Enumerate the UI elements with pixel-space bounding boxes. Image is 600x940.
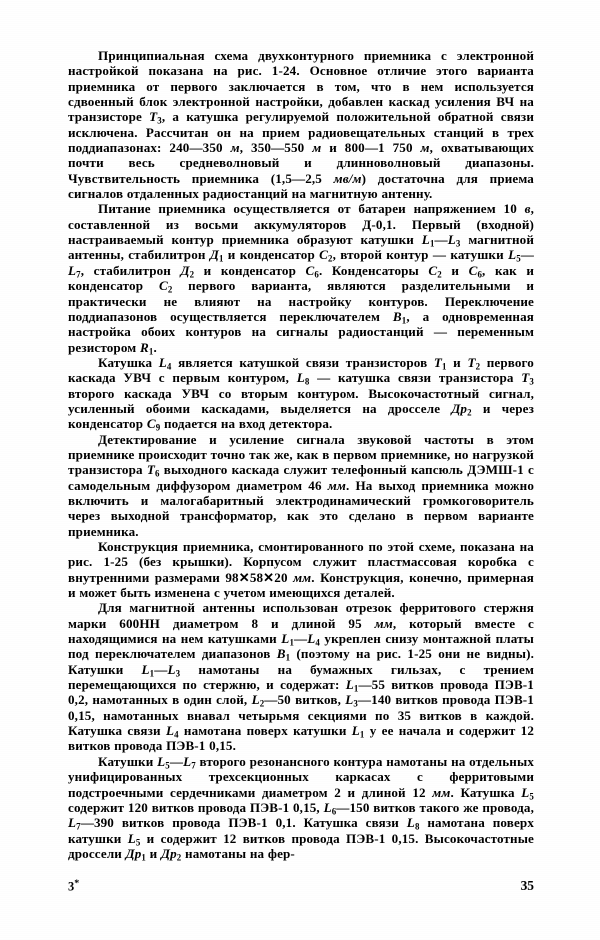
paragraph: Конструкция приемника, смонтированного по этой схеме, показана на рис. 1-25 (без крышки). Корпусом служит пластмассовая коробка с внутренними размерами 98✕58✕20 мм. Конструкция, конечно, примерная и может быть изменена с учетом имеющихся деталей. [68, 539, 534, 601]
paragraph: Катушки $L_5—L_7$ второго резонансного контура намотаны на отдельных унифицированных трехсекционных каркасах с ферритовыми подстроечными сердечниками диаметром 2 и длиной 12 мм. Катушка $L_5$ содержит 120 витков провода ПЭВ-1 0,15, $L_6—150$ витков такого же провода, $L_7—390$ витков провода ПЭВ-1 0,1. Катушка связи $L_8$ намотана поверх катушки $L_5$ и содержит 12 витков провода ПЭВ-1 0,15. Высокочастотные дроссели $Др_1$ и $Др_2$ намотаны на фер- [68, 753, 535, 863]
page-footer [68, 878, 534, 894]
paragraph: Детектирование и усиление сигнала звуковой частоты в этом приемнике происходит точно так же, как в первом приемнике, но нагрузкой транзистора $Т_6$ выходного каскада служит телефонный капсюль ДЭМШ-1 с самодельным диффузором диаметром 46 мм. На выход приемника можно включить и малогабаритный электродинамический громкоговоритель через выходной трансформатор, как это сделано в первом варианте приемника. [68, 431, 534, 539]
page-number: 35 [520, 878, 534, 894]
paragraph: Катушка $L_4$ является катушкой связи транзисторов $Т_1$ и $Т_2$ первого каскада УВЧ с первым контуром, $L_8$ — катушка связи транзистора $Т_3$ второго каскада УВЧ со вторым контуром. Высокочастотный сигнал, усиленный обоими каскадами, выделяется на дросселе $Др_2$ и через конденсатор $C_9$ подается на вход детектора. [68, 354, 534, 433]
paragraph: Для магнитной антенны использован отрезок ферритового стержня марки 600НН диаметром 8 и длиной 95 мм, который вместе с находящимися на нем катушками $L_1—L_4$ укреплен снизу монтажной платы под переключателем диапазонов $В_1$ (поэтому на рис. 1-25 они не видны). Катушки $L_1—L_3$ намотаны на бумажных гильзах, с трением перемещающихся по стержню, и содержат: $L_1—55$ витков провода ПЭВ-1 0,2, намотанных в один слой, $L_2—50$ витков, $L_3—140$ витков провода ПЭВ-1 0,15, намотанных внавал четырьмя секциями по 35 витков в каждой. Катушка связи $L_4$ намотана поверх катушки $L_1$ у ее начала и содержит 12 витков провода ПЭВ-1 0,15. [68, 600, 534, 754]
paragraph: Принципиальная схема двухконтурного приемника с электронной настройкой показана на рис. 1-24. Основное отличие этого варианта приемника от первого заключается в том, что в нем используется сдвоенный блок электронной настройки, добавлен каскад усиления ВЧ на транзисторе $Т_3$, а катушка регулируемой положительной обратной связи исключена. Рассчитан он на прием радиовещательных станций в трех поддиапазонах: 240—350 м, 350—550 м и 800—1 750 м, охватывающих почти весь средневолновый и длинноволновый диапазоны. Чувствительность приемника (1,5—2,5 мв/м) достаточна для приема сигналов отдаленных радиостанций на магнитную антенну. [68, 48, 535, 202]
signature-mark [68, 878, 79, 894]
signature-asterisk: * [74, 878, 80, 889]
page-text-block [68, 48, 534, 861]
signature-number: 3 [68, 879, 75, 894]
paragraph: Питание приемника осуществляется от батареи напряжением 10 в, составленной из восьми аккумуляторов Д-0,1. Первый (входной) настраиваемый контур приемника образуют катушки $L_1—L_3$ магнитной антенны, стабилитрон $Д_1$ и конденсатор $C_2$, второй контур — катушки $L_5—L_7$, стабилитрон $Д_2$ и конденсатор $C_6$. Конденсаторы $C_2$ и $C_6$, как и конденсатор $C_2$ первого варианта, являются разделительными и практически не влияют на настройку контуров. Переключение поддиапазонов осуществляется переключателем $В_1$, а одновременная настройка обоих контуров на сигналы радиостанций — переменным резистором $R_1$. [68, 201, 535, 357]
